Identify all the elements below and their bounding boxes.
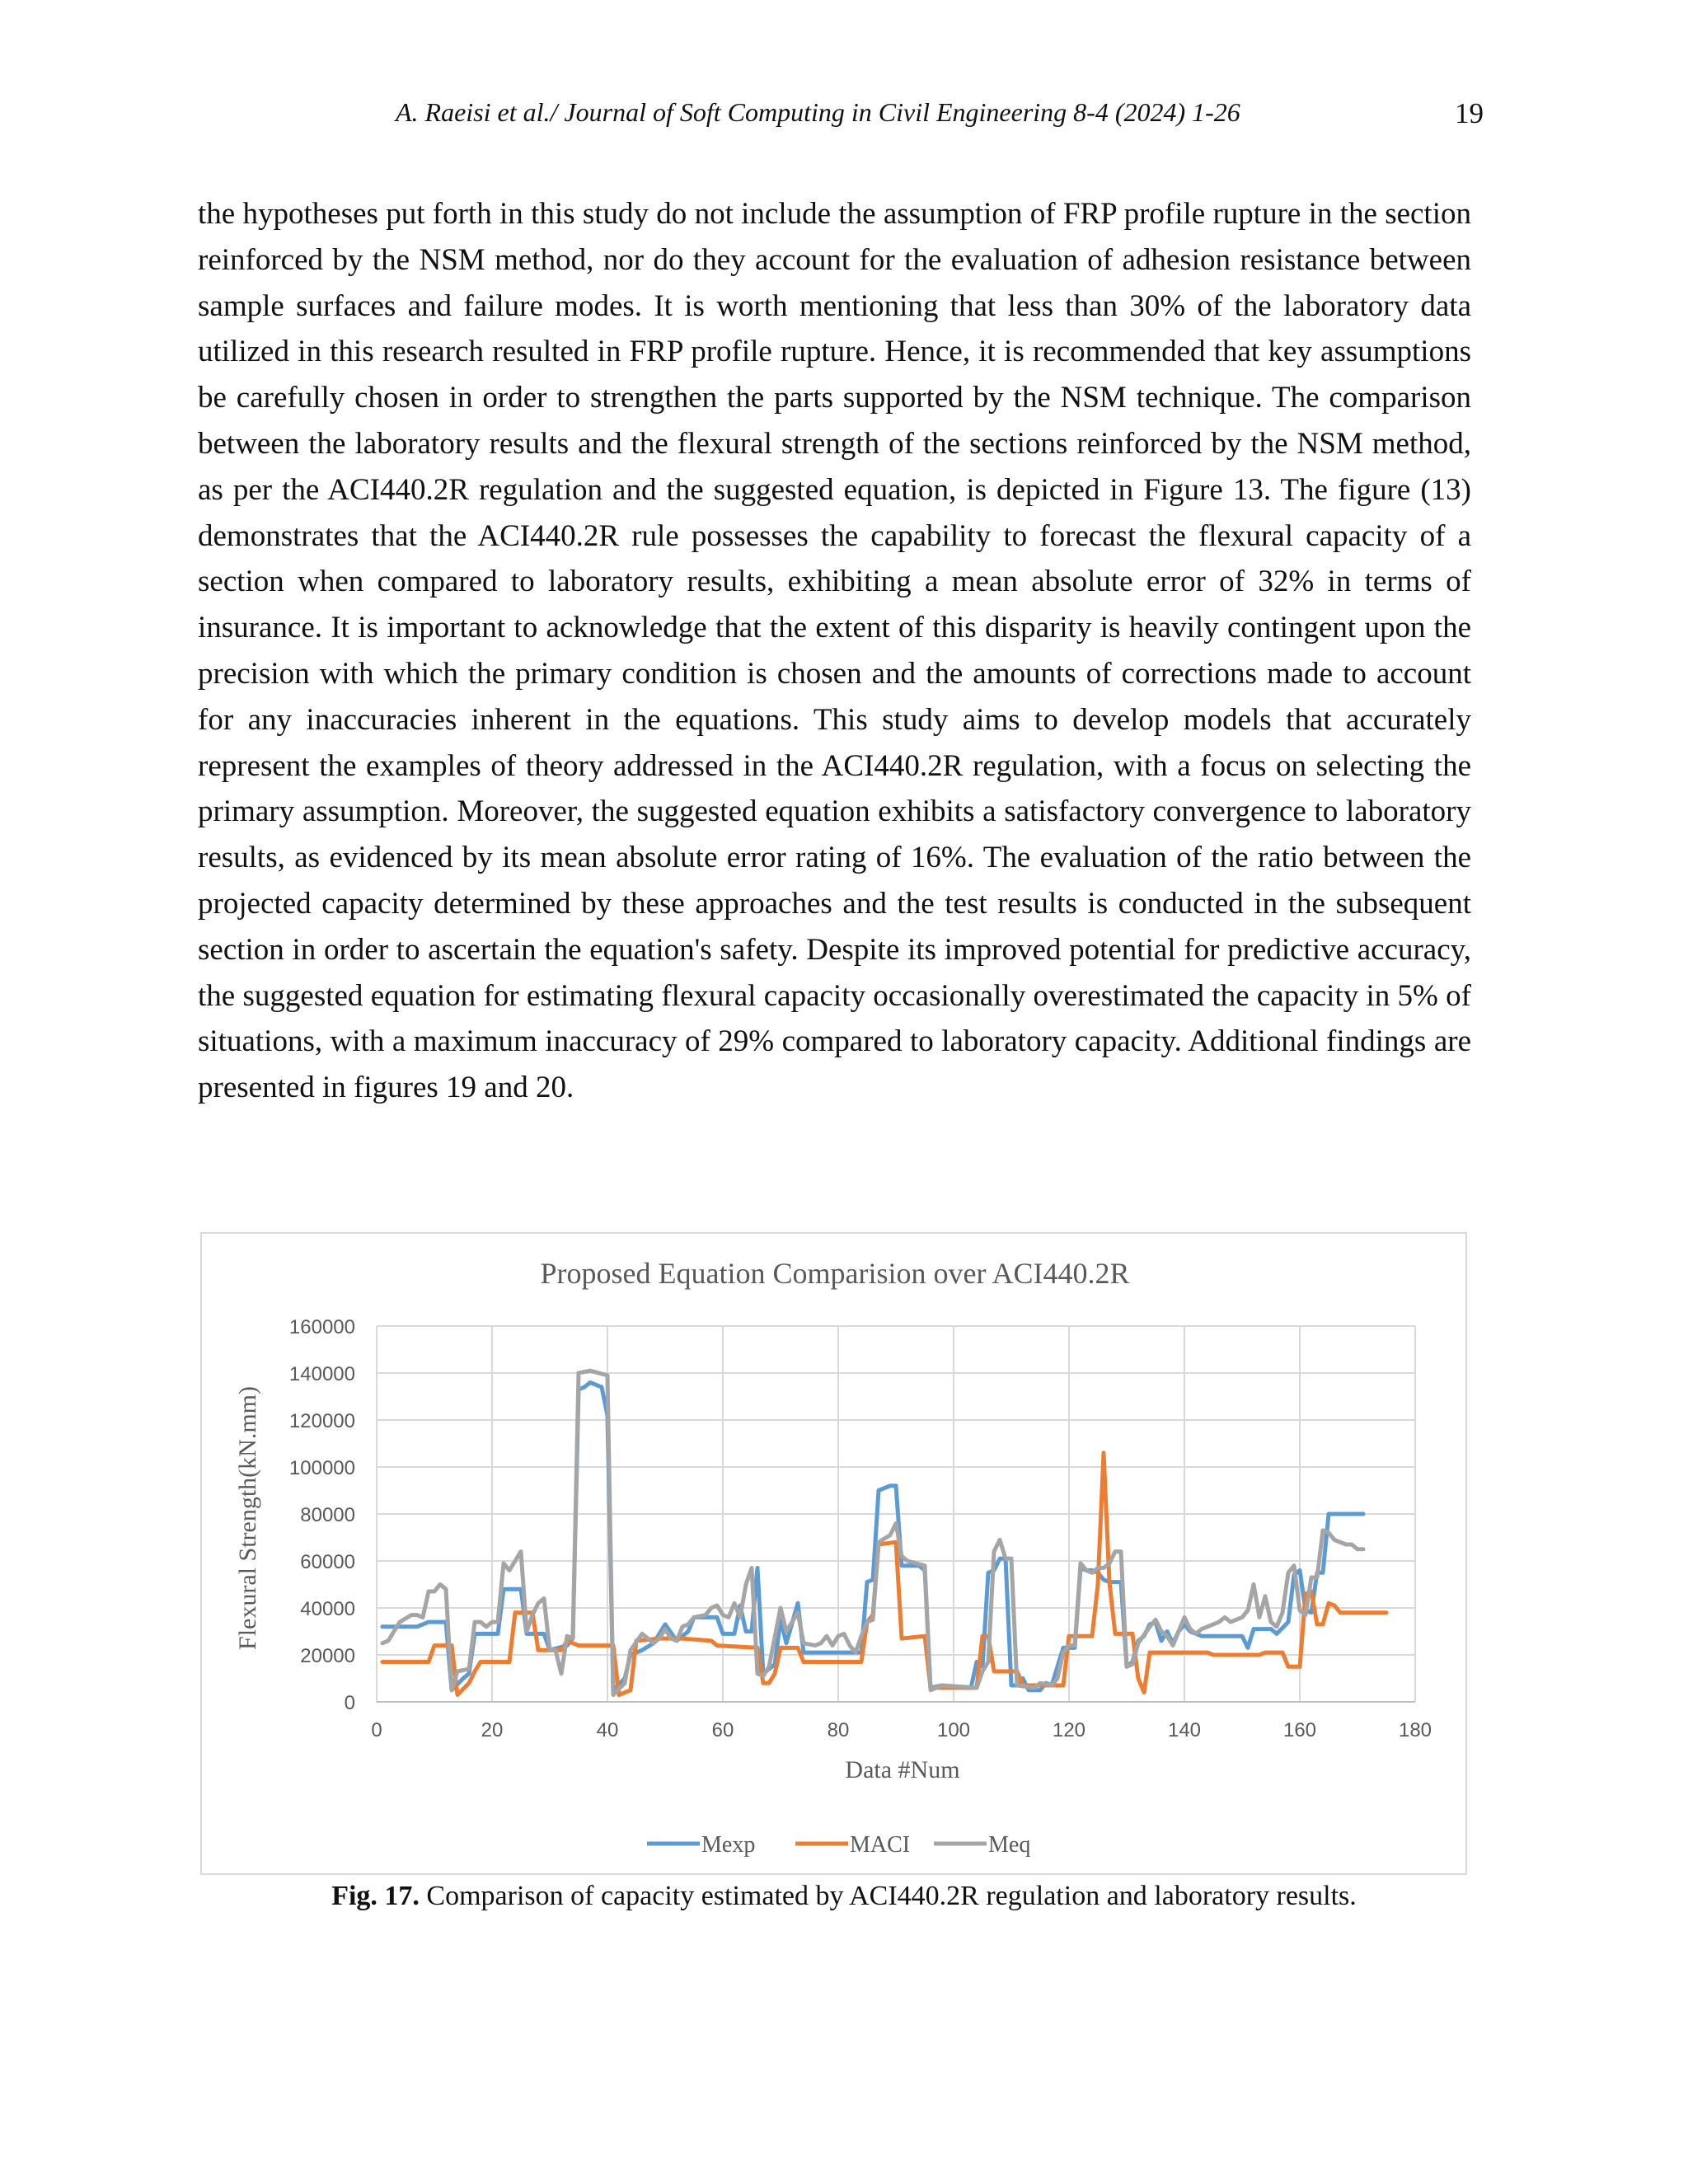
y-tick-label: 20000 bbox=[300, 1645, 355, 1667]
y-tick-label: 160000 bbox=[288, 1316, 355, 1338]
page-number: 19 bbox=[1455, 97, 1484, 129]
y-tick-label: 60000 bbox=[300, 1551, 355, 1573]
x-tick-label: 20 bbox=[481, 1719, 504, 1741]
y-axis-label: Flexural Strength(kN.mm) bbox=[234, 1386, 261, 1650]
x-tick-label: 0 bbox=[371, 1719, 382, 1741]
x-axis-label: Data #Num bbox=[845, 1756, 960, 1783]
x-tick-label: 40 bbox=[596, 1719, 619, 1741]
x-tick-label: 120 bbox=[1052, 1719, 1086, 1741]
y-tick-label: 0 bbox=[344, 1692, 355, 1714]
x-tick-label: 180 bbox=[1398, 1719, 1432, 1741]
figure-caption bbox=[0, 1881, 1688, 1912]
x-tick-label: 140 bbox=[1167, 1719, 1202, 1741]
legend-label-mexp: Mexp bbox=[701, 1832, 756, 1858]
tick-labels bbox=[289, 1316, 1432, 1741]
y-tick-label: 100000 bbox=[288, 1457, 355, 1479]
legend bbox=[647, 1832, 1030, 1858]
chart-title: Proposed Equation Comparision over ACI440.2R bbox=[540, 1257, 1130, 1290]
x-tick-label: 60 bbox=[711, 1719, 734, 1741]
page-header bbox=[0, 97, 1688, 138]
y-tick-label: 120000 bbox=[288, 1410, 355, 1432]
x-tick-label: 80 bbox=[827, 1719, 850, 1741]
caption-text: Comparison of capacity estimated by ACI440.2R regulation and laboratory results. bbox=[419, 1881, 1357, 1911]
caption-label: Fig. 17. bbox=[331, 1881, 420, 1911]
y-tick-label: 140000 bbox=[288, 1363, 355, 1385]
body-paragraph: the hypotheses put forth in this study do not include the assumption of FRP profile rupture in the section reinforced by the NSM method, nor do they account for the evaluation of adhesion resistance between sample surfaces and failure modes. It is worth mentioning that less than 30% of the laboratory data utilized in this research resulted in FRP profile rupture. Hence, it is recommended that key assumptions be carefully chosen in order to strengthen the parts supported by the NSM technique. The comparison between the laboratory results and the flexural strength of the sections reinforced by the NSM method, as per the ACI440.2R regulation and the suggested equation, is depicted in Figure 13. The figure (13) demonstrates that the ACI440.2R rule possesses the capability to forecast the flexural capacity of a section when compared to laboratory results, exhibiting a mean absolute error of 32% in terms of insurance. It is important to acknowledge that the extent of this disparity is heavily contingent upon the precision with which the primary condition is chosen and the amounts of corrections made to account for any inaccuracies inherent in the equations. This study aims to develop models that accurately represent the examples of theory addressed in the ACI440.2R regulation, with a focus on selecting the primary assumption. Moreover, the suggested equation exhibits a satisfactory convergence to laboratory results, as evidenced by its mean absolute error rating of 16%. The evaluation of the ratio between the projected capacity determined by these approaches and the test results is conducted in the subsequent section in order to ascertain the equation's safety. Despite its improved potential for predictive accuracy, the suggested equation for estimating flexural capacity occasionally overestimated the capacity in 5% of situations, with a maximum inaccuracy of 29% compared to laboratory capacity. Additional findings are presented in figures 19 and 20. bbox=[198, 197, 1471, 1105]
figure-chart bbox=[200, 1232, 1467, 1875]
y-tick-label: 80000 bbox=[300, 1504, 355, 1526]
legend-label-maci: MACI bbox=[850, 1832, 911, 1858]
series-line-mexp bbox=[382, 1382, 1363, 1690]
line-chart bbox=[202, 1234, 1469, 1877]
legend-label-meq: Meq bbox=[988, 1832, 1031, 1858]
y-tick-label: 40000 bbox=[300, 1598, 355, 1620]
x-tick-label: 100 bbox=[936, 1719, 971, 1741]
x-tick-label: 160 bbox=[1282, 1719, 1317, 1741]
running-head: A. Raeisi et al./ Journal of Soft Computing in Civil Engineering 8-4 (2024) 1-26 bbox=[396, 97, 1240, 127]
